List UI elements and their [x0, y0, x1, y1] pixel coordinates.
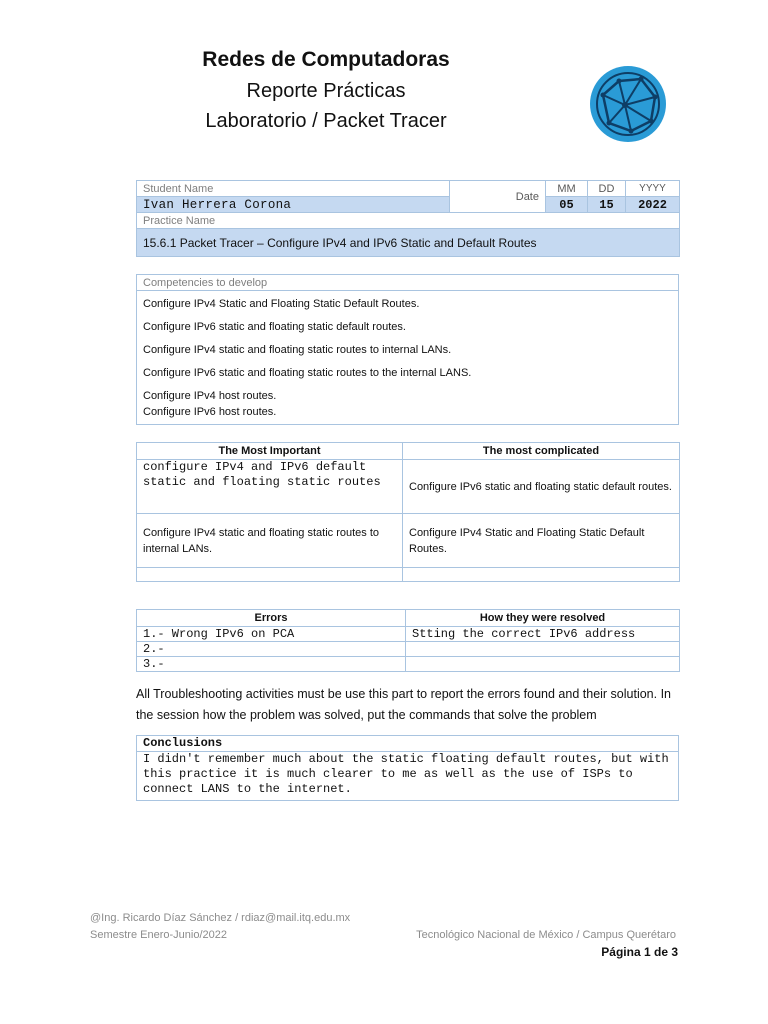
table-cell: Configure IPv4 Static and Floating Static Default Routes. [403, 514, 680, 568]
competency-item: Configure IPv6 static and floating static default routes. [143, 321, 406, 333]
conclusions-text: I didn't remember much about the static floating default routes, but with this practice it is much clearer to me as well as the use of ISPs to connect LANS to the internet. [137, 752, 679, 801]
table-cell: configure IPv4 and IPv6 default static and floating static routes [137, 460, 403, 514]
document-title: Redes de Computadoras [202, 48, 450, 71]
competency-item: Configure IPv4 host routes. [143, 390, 277, 402]
competencies-table [136, 274, 679, 425]
competency-item: Configure IPv4 Static and Floating Static Default Routes. [143, 298, 420, 310]
practice-name-value: 15.6.1 Packet Tracer – Configure IPv4 and IPv6 Static and Default Routes [137, 229, 680, 257]
resolution-cell: Stting the correct IPv6 address [406, 627, 680, 642]
footer-semester: Semestre Enero-Junio/2022 [90, 929, 227, 941]
conclusions-table [136, 735, 679, 801]
error-cell: 2.- [137, 642, 406, 657]
resolution-cell [406, 642, 680, 657]
yyyy-value: 2022 [626, 197, 680, 213]
most-important-header: The Most Important [137, 443, 403, 460]
competency-item: Configure IPv6 static and floating static routes to the internal LANS. [143, 367, 472, 379]
errors-header: Errors [137, 610, 406, 627]
table-cell: Configure IPv6 static and floating static default routes. [403, 460, 680, 514]
student-name-label: Student Name [137, 181, 450, 197]
mm-label: MM [546, 181, 588, 197]
yyyy-label: YYYY [626, 181, 680, 197]
dd-value: 15 [588, 197, 626, 213]
competency-item: Configure IPv6 host routes. [143, 406, 277, 418]
competency-item: Configure IPv4 static and floating static routes to internal LANs. [143, 344, 452, 356]
document-subtitle-2: Laboratorio / Packet Tracer [205, 110, 447, 132]
dd-label: DD [588, 181, 626, 197]
table-cell [137, 568, 403, 582]
document-subtitle: Reporte Prácticas [246, 80, 406, 102]
competencies-header: Competencies to develop [137, 275, 679, 291]
date-label: Date [450, 181, 546, 213]
footer-institution: Tecnológico Nacional de México / Campus Querétaro [416, 929, 676, 941]
error-cell: 1.- Wrong IPv6 on PCA [137, 627, 406, 642]
most-complicated-header: The most complicated [403, 443, 680, 460]
page-number: Página 1 de 3 [601, 945, 678, 959]
footer-author: @Ing. Ricardo Díaz Sánchez / rdiaz@mail.itq.edu.mx [90, 912, 351, 924]
globe-network-logo-icon [589, 65, 667, 143]
student-name-value: Ivan Herrera Corona [137, 197, 450, 213]
troubleshooting-note: All Troubleshooting activities must be use this part to report the errors found and their solution. In the session how the problem was solved, put the commands that solve the problem [136, 687, 672, 722]
student-info-table [136, 180, 680, 257]
errors-table [136, 609, 680, 672]
resolution-cell [406, 657, 680, 672]
table-cell [403, 568, 680, 582]
table-cell: Configure IPv4 static and floating static routes to internal LANs. [137, 514, 403, 568]
practice-name-label: Practice Name [137, 213, 680, 229]
conclusions-header: Conclusions [137, 736, 679, 752]
mm-value: 05 [546, 197, 588, 213]
resolved-header: How they were resolved [406, 610, 680, 627]
error-cell: 3.- [137, 657, 406, 672]
importance-table [136, 442, 680, 582]
